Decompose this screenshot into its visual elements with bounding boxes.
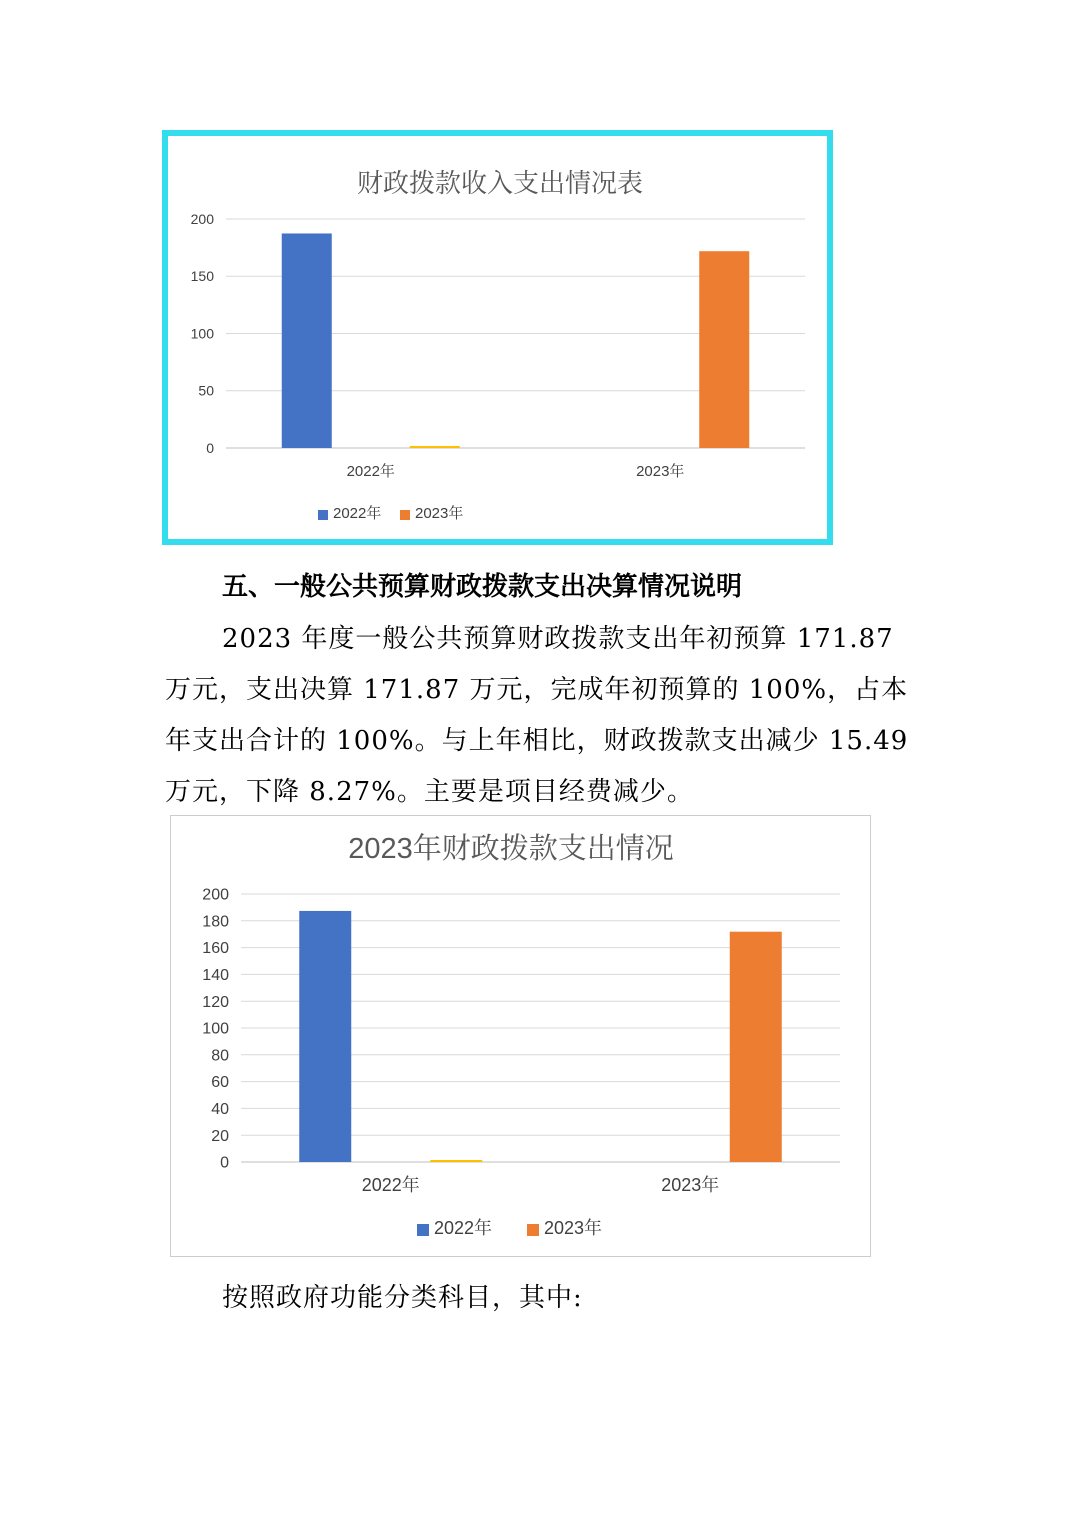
bar (430, 1160, 482, 1162)
legend-label: 2022年 (333, 505, 382, 522)
y-tick-label: 150 (190, 268, 214, 285)
chart-fiscal-income-expenditure (162, 130, 833, 545)
y-tick-label: 100 (202, 1020, 229, 1038)
legend-swatch (400, 510, 410, 520)
y-tick-label: 140 (202, 967, 229, 984)
chart2-svg (171, 816, 870, 1256)
y-tick-label: 80 (211, 1047, 229, 1065)
y-tick-label: 0 (206, 439, 214, 456)
chart-2023-fiscal-expenditure (170, 815, 871, 1257)
x-category-label: 2022年 (361, 1175, 420, 1195)
paragraph-line-3: 年支出合计的 100%。与上年相比，财政拨款支出减少 15.49 (165, 726, 909, 756)
bar (410, 446, 460, 448)
y-tick-label: 0 (220, 1154, 229, 1172)
y-tick-label: 180 (202, 913, 229, 931)
bar (282, 233, 332, 448)
x-category-label: 2023年 (661, 1175, 720, 1195)
paragraph-line-1: 2023 年度一般公共预算财政拨款支出年初预算 171.87 (222, 624, 894, 654)
chart1-svg (168, 136, 827, 539)
x-category-label: 2023年 (636, 463, 685, 480)
bar (299, 911, 351, 1162)
bar (699, 251, 749, 448)
chart-title: 财政拨款收入支出情况表 (356, 169, 644, 199)
legend-label: 2022年 (434, 1218, 493, 1238)
legend-swatch (417, 1224, 429, 1236)
paragraph-line-4: 万元，下降 8.27%。主要是项目经费减少。 (165, 777, 694, 807)
legend-label: 2023年 (544, 1218, 603, 1238)
bar (730, 932, 782, 1162)
legend-swatch (318, 510, 328, 520)
legend-label: 2023年 (415, 505, 464, 522)
y-tick-label: 160 (202, 940, 229, 958)
y-tick-label: 20 (211, 1127, 229, 1145)
y-tick-label: 200 (202, 886, 229, 904)
y-tick-label: 120 (202, 993, 229, 1011)
x-category-label: 2022年 (346, 463, 395, 480)
section-heading: 五、一般公共预算财政拨款支出决算情况说明 (222, 572, 743, 602)
y-tick-label: 40 (211, 1101, 229, 1118)
legend-swatch (527, 1224, 539, 1236)
y-tick-label: 200 (190, 210, 214, 227)
chart-title: 2023年财政拨款支出情况 (348, 833, 674, 865)
paragraph-line-2: 万元，支出决算 171.87 万元，完成年初预算的 100%，占本 (165, 675, 909, 705)
y-tick-label: 60 (211, 1074, 229, 1092)
y-tick-label: 100 (190, 325, 214, 342)
y-tick-label: 50 (198, 382, 214, 399)
closing-line: 按照政府功能分类科目，其中: (222, 1283, 583, 1313)
